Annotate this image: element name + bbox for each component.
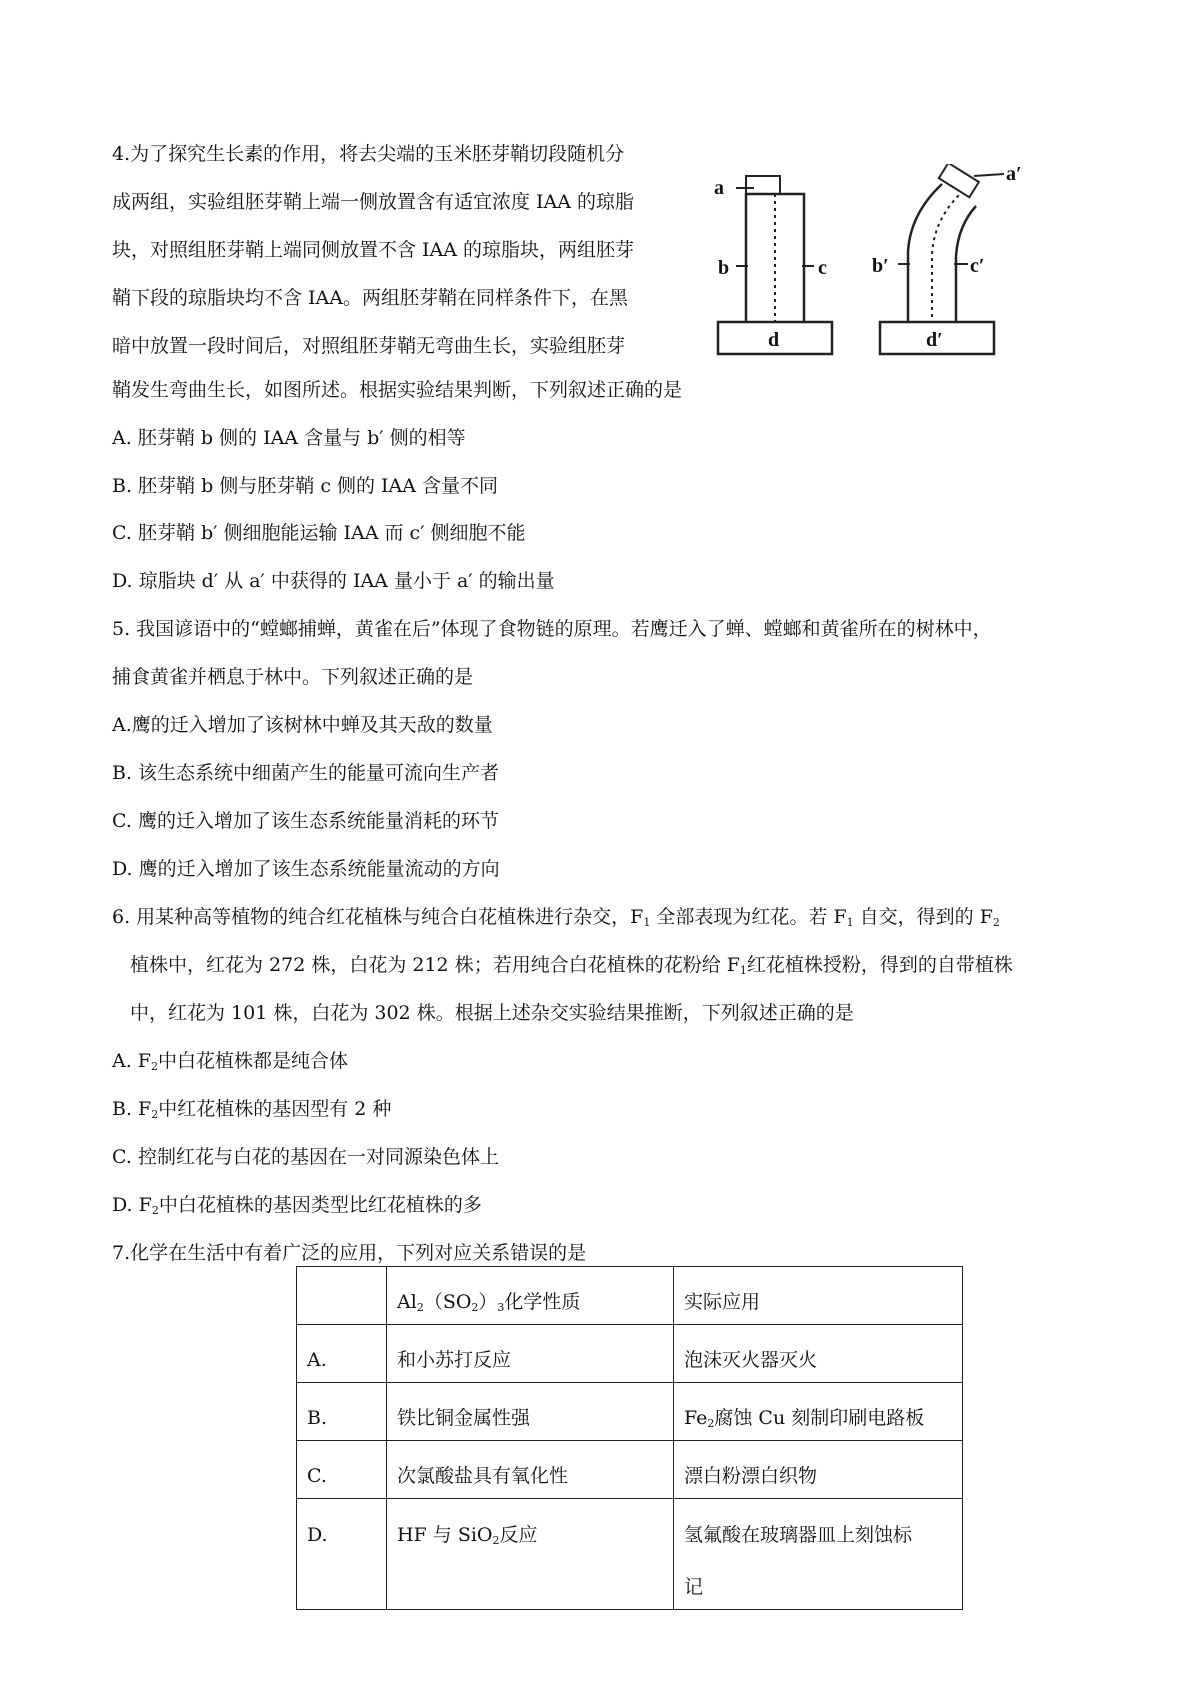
row-b-app-text: 腐蚀 Cu 刻制印刷电路板 — [714, 1407, 925, 1429]
row-b-fe: Fe — [684, 1407, 708, 1429]
q4-option-a: A. 胚芽鞘 b 侧的 IAA 含量与 b′ 侧的相等 — [112, 427, 466, 449]
q6-option-a-post: 中白花植株都是纯合体 — [157, 1050, 348, 1072]
q5-line-1: 5. 我国谚语中的“螳螂捕蝉，黄雀在后”体现了食物链的原理。若鹰迁入了蝉、螳螂和黄雀所在的树林中， — [112, 618, 992, 640]
q4-line-5: 暗中放置一段时间后，对照组胚芽鞘无弯曲生长，实验组胚芽 — [112, 335, 626, 357]
header-so: （SO — [423, 1291, 472, 1313]
header-cell-blank — [297, 1267, 387, 1325]
label-c-prime: c′ — [970, 255, 985, 277]
coleoptile-left — [746, 194, 804, 332]
q6-line-1-b: 全部表现为红花。若 F — [650, 906, 847, 928]
row-c-application: 漂白粉漂白织物 — [674, 1441, 963, 1499]
header-sub-2: 2 — [471, 1301, 479, 1314]
table-row — [297, 1499, 963, 1610]
q4-option-c: C. 胚芽鞘 b′ 侧细胞能运输 IAA 而 c′ 侧细胞不能 — [112, 522, 526, 544]
q6-line-1-sub-2: 1 — [846, 916, 854, 929]
q6-line-1-a: 6. 用某种高等植物的纯合红花植株与纯合白花植株进行杂交，F — [112, 906, 644, 928]
q6-option-b-sub: 2 — [151, 1108, 159, 1121]
q6-option-d — [112, 1193, 482, 1217]
q4-option-d: D. 琼脂块 d′ 从 a′ 中获得的 IAA 量小于 a′ 的输出量 — [112, 570, 555, 592]
coleoptile-right-left-edge — [908, 184, 942, 324]
row-b-property: 铁比铜金属性强 — [387, 1383, 674, 1441]
q4-line-1: 4.为了探究生长素的作用，将去尖端的玉米胚芽鞘切段随机分 — [112, 143, 625, 165]
label-d-prime: d′ — [926, 329, 943, 351]
q6-option-a-pre: A. F — [112, 1050, 151, 1072]
header-al: Al — [397, 1291, 417, 1313]
table-row — [297, 1325, 963, 1383]
row-a-label: A. — [297, 1325, 387, 1383]
row-b-label: B. — [297, 1383, 387, 1441]
agar-block-a-prime — [939, 164, 979, 197]
q6-line-1 — [112, 905, 1000, 929]
q6-line-1-sub-3: 2 — [992, 916, 1000, 929]
label-b-prime: b′ — [872, 255, 889, 277]
q6-option-a-sub: 2 — [150, 1060, 158, 1073]
row-a-property: 和小苏打反应 — [387, 1325, 674, 1383]
label-a-prime: a′ — [1006, 164, 1022, 185]
q4-option-b: B. 胚芽鞘 b 侧与胚芽鞘 c 侧的 IAA 含量不同 — [112, 475, 499, 497]
q6-option-b-pre: B. F — [112, 1098, 152, 1120]
q4-line-4: 鞘下段的琼脂块均不含 IAA。两组胚芽鞘在同样条件下，在黑 — [112, 287, 628, 309]
header-property-text: 化学性质 — [504, 1291, 581, 1313]
header-cell-property — [387, 1267, 674, 1325]
q5-line-2: 捕食黄雀并栖息于林中。下列叙述正确的是 — [112, 666, 474, 688]
header-paren: ） — [478, 1291, 498, 1313]
table-header-row — [297, 1267, 963, 1325]
q5-option-d: D. 鹰的迁入增加了该生态系统能量流动的方向 — [112, 858, 500, 880]
q6-line-1-sub-1: 1 — [643, 916, 651, 929]
q5-option-b: B. 该生态系统中细菌产生的能量可流向生产者 — [112, 762, 500, 784]
q6-option-c: C. 控制红花与白花的基因在一对同源染色体上 — [112, 1146, 499, 1168]
row-d-hf: HF 与 SiO — [397, 1524, 493, 1546]
q6-line-2-b: 红花植株授粉，得到的自带植株 — [746, 954, 1013, 976]
label-b: b — [718, 257, 730, 279]
q5-option-c: C. 鹰的迁入增加了该生态系统能量消耗的环节 — [112, 810, 499, 832]
row-c-label: C. — [297, 1441, 387, 1499]
q4-line-6: 鞘发生弯曲生长，如图所述。根据实验结果判断，下列叙述正确的是 — [112, 379, 683, 401]
q6-option-b — [112, 1097, 391, 1121]
row-d-prop-text: 反应 — [499, 1524, 538, 1546]
row-c-property: 次氯酸盐具有氧化性 — [387, 1441, 674, 1499]
table-row — [297, 1441, 963, 1499]
q6-option-d-post: 中白花植株的基因类型比红花植株的多 — [158, 1194, 482, 1216]
q6-option-d-sub: 2 — [151, 1204, 159, 1217]
q6-line-1-c: 自交，得到的 F — [853, 906, 993, 928]
q6-line-2 — [130, 953, 1013, 977]
pointer-a-prime — [974, 174, 1004, 176]
q7-stem: 7.化学在生活中有着广泛的应用，下列对应关系错误的是 — [112, 1242, 587, 1264]
row-d-property — [387, 1499, 674, 1610]
q6-option-d-pre: D. F — [112, 1194, 152, 1216]
agar-block-a — [746, 176, 780, 194]
label-c: c — [818, 257, 827, 279]
row-b-application — [674, 1383, 963, 1441]
chem-table — [296, 1266, 963, 1610]
header-cell-application: 实际应用 — [674, 1267, 963, 1325]
q4-line-3: 块，对照组胚芽鞘上端同侧放置不含 IAA 的琼脂块，两组胚芽 — [112, 239, 635, 261]
table-row — [297, 1383, 963, 1441]
label-d: d — [768, 329, 780, 351]
q6-option-b-post: 中红花植株的基因型有 2 种 — [158, 1098, 392, 1120]
coleoptile-figure — [710, 164, 1070, 364]
row-d-app-line-1: 氢氟酸在玻璃器皿上刻蚀标 — [684, 1524, 913, 1546]
row-a-application: 泡沫灭火器灭火 — [674, 1325, 963, 1383]
header-sub-3: 3 — [497, 1301, 505, 1314]
row-d-application — [674, 1499, 963, 1610]
row-b-sub: 2 — [707, 1417, 715, 1430]
q4-line-2: 成两组，实验组胚芽鞘上端一侧放置含有适宜浓度 IAA 的琼脂 — [112, 191, 635, 213]
q5-option-a: A.鹰的迁入增加了该树林中蝉及其天敌的数量 — [112, 714, 493, 736]
q6-line-2-sub: 1 — [739, 964, 747, 977]
row-d-label: D. — [297, 1499, 387, 1610]
q6-option-a — [112, 1049, 348, 1073]
header-sub-1: 2 — [416, 1301, 424, 1314]
q6-line-2-a: 植株中，红花为 272 株，白花为 212 株；若用纯合白花植株的花粉给 F — [130, 954, 740, 976]
row-d-sub: 2 — [492, 1534, 500, 1547]
row-d-app-line-2: 记 — [684, 1576, 704, 1598]
label-a: a — [714, 177, 724, 199]
q6-line-3: 中，红花为 101 株，白花为 302 株。根据上述杂交实验结果推断，下列叙述正确的是 — [130, 1002, 854, 1024]
